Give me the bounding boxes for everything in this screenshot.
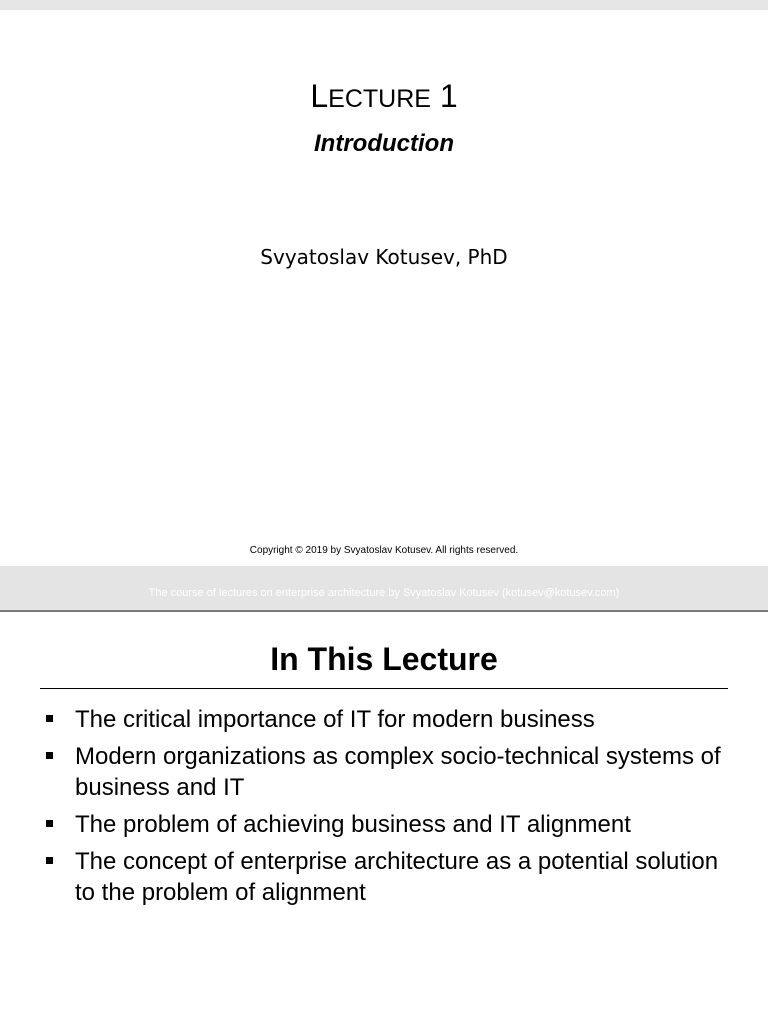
bullet-item (46, 741, 726, 803)
bullet-item (46, 809, 726, 840)
content-slide (0, 612, 768, 1024)
lecture-title-initial: L (310, 78, 329, 114)
bullet-list (46, 704, 726, 914)
bullet-item (46, 704, 726, 735)
square-bullet-icon (46, 820, 53, 827)
bullet-text: The problem of achieving business and IT alignment (75, 811, 631, 838)
lecture-subtitle: Introduction (314, 130, 454, 157)
section-heading: In This Lecture (270, 641, 498, 677)
square-bullet-icon (46, 857, 53, 864)
bullet-text: The concept of enterprise architecture as a potential solution to the problem of alignment (75, 848, 719, 906)
square-bullet-icon (46, 752, 53, 759)
square-bullet-icon (46, 715, 53, 722)
slide-footer-band (0, 566, 768, 610)
bullet-text: The critical importance of IT for modern business (75, 706, 595, 733)
author-name: Svyatoslav Kotusev, PhD (260, 245, 508, 269)
lecture-title (0, 76, 768, 119)
title-slide (0, 10, 768, 566)
top-gap (0, 0, 768, 10)
course-footer-text: The course of lectures on enterprise architecture by Svyatoslav Kotusev (kotusev@kotusev.com) (148, 587, 620, 599)
heading-rule (40, 688, 728, 689)
lecture-number: 1 (439, 78, 458, 114)
bullet-text: Modern organizations as complex socio-technical systems of business and IT (75, 743, 721, 801)
copyright-notice: Copyright © 2019 by Svyatoslav Kotusev. All rights reserved. (249, 545, 519, 556)
bullet-item (46, 846, 726, 908)
lecture-title-word: ECTURE (328, 85, 431, 113)
